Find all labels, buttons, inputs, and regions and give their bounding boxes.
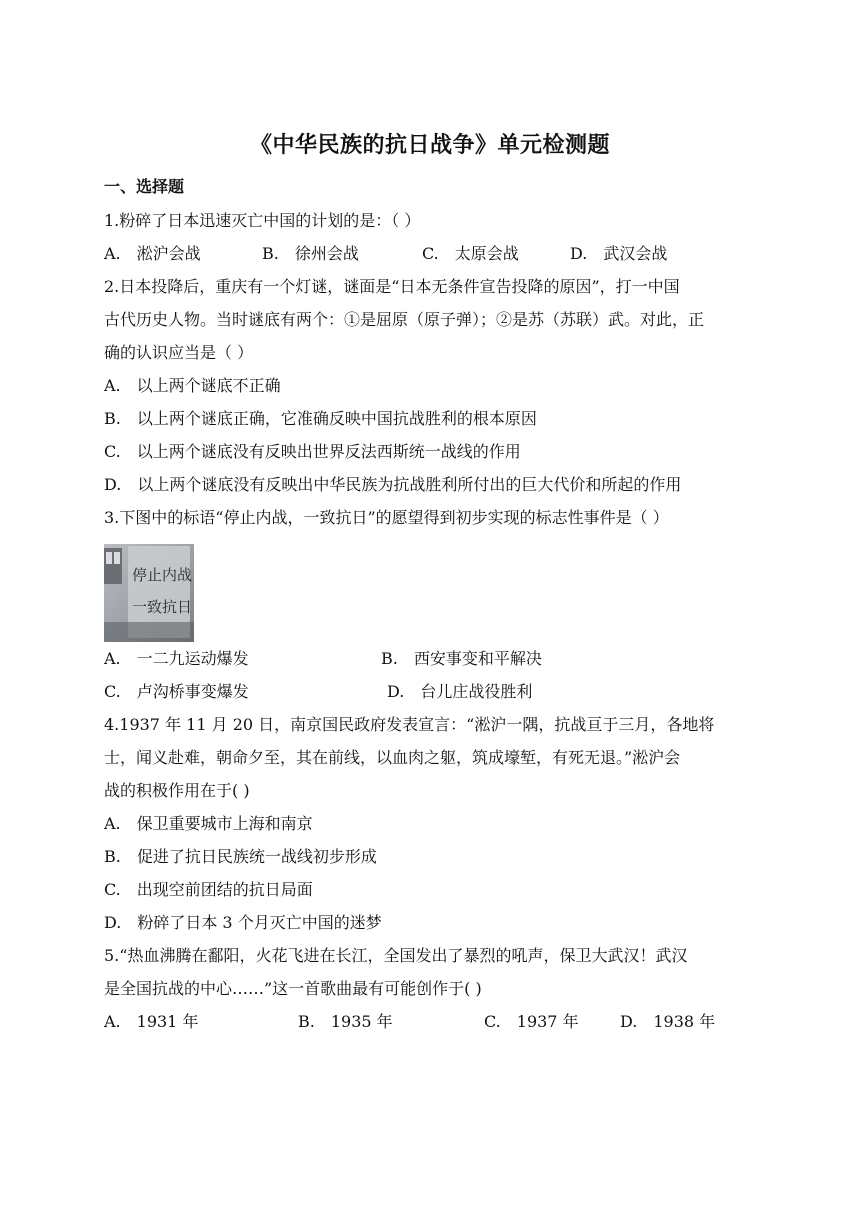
q5-option-b: B. 1935 年 [298,1012,393,1031]
q4-stem-line-3: 战的积极作用在于( ) [104,781,250,800]
q5-option-c: C. 1937 年 [484,1012,579,1031]
q4-option-a: A. 保卫重要城市上海和南京 [104,814,313,833]
q1-options [104,237,760,270]
q4-option-b: B. 促进了抗日民族统一战线初步形成 [104,847,377,866]
q4-stem-line-2: 士，闻义赴难，朝命夕至，其在前线，以血肉之躯，筑成壕堑，有死无退。”淞沪会 [104,748,681,767]
q2-option-a: A. 以上两个谜底不正确 [104,376,281,395]
q3-option-c: C. 卢沟桥事变爆发 [104,682,249,701]
q2-option-b: B. 以上两个谜底正确，它准确反映中国抗战胜利的根本原因 [104,409,537,428]
page-title: 《中华民族的抗日战争》单元检测题 [249,133,610,158]
section-heading: 一、选择题 [104,177,185,196]
q3-option-a: A. 一二九运动爆发 [104,649,249,668]
q4-option-d: D. 粉碎了日本 3 个月灭亡中国的迷梦 [104,913,382,932]
q1-option-d: D. 武汉会战 [570,244,668,263]
q2-stem-line-2: 古代历史人物。当时谜底有两个：①是屈原（原子弹）；②是苏（苏联）武。对此，正 [104,310,705,329]
question-list [104,204,760,1038]
q3-options-row-1 [104,642,760,675]
q1-stem: 1.粉碎了日本迅速灭亡中国的计划的是：（ ） [104,211,421,230]
q2-option-d: D. 以上两个谜底没有反映出中华民族为抗战胜利所付出的巨大代价和所起的作用 [104,475,682,494]
slogan-line-2: 一致抗日 [131,598,193,616]
slogan-line-1: 停止内战 [131,566,193,584]
q2-stem-line-3: 确的认识应当是（ ） [104,343,254,362]
q3-options-row-2 [104,675,760,708]
q1-option-c: C. 太原会战 [422,244,519,263]
slogan-photo [104,544,194,642]
q4-stem-line-1: 4.1937 年 11 月 20 日，南京国民政府发表宣言：“淞沪一隅，抗战亘于三月，各地将 [104,715,715,734]
q1-option-b: B. 徐州会战 [262,244,359,263]
q5-stem-line-1: 5.“热血沸腾在鄱阳，火花飞进在长江，全国发出了暴烈的吼声，保卫大武汉！武汉 [104,946,688,965]
q4-option-c: C. 出现空前团结的抗日局面 [104,880,313,899]
q2-option-c: C. 以上两个谜底没有反映出世界反法西斯统一战线的作用 [104,442,521,461]
q5-options [104,1005,760,1038]
q1-option-a: A. 淞沪会战 [104,244,201,263]
q5-stem-line-2: 是全国抗战的中心……”这一首歌曲最有可能创作于( ) [104,979,482,998]
q2-stem-line-1: 2.日本投降后，重庆有一个灯谜，谜面是“日本无条件宣告投降的原因”，打一中国 [104,277,680,296]
q3-option-b: B. 西安事变和平解决 [381,649,542,668]
q5-option-a: A. 1931 年 [104,1012,199,1031]
q3-photo-container [104,534,760,642]
q5-option-d: D. 1938 年 [620,1012,716,1031]
q3-option-d: D. 台儿庄战役胜利 [387,682,533,701]
q3-stem: 3.下图中的标语“停止内战，一致抗日”的愿望得到初步实现的标志性事件是（ ） [104,508,669,527]
